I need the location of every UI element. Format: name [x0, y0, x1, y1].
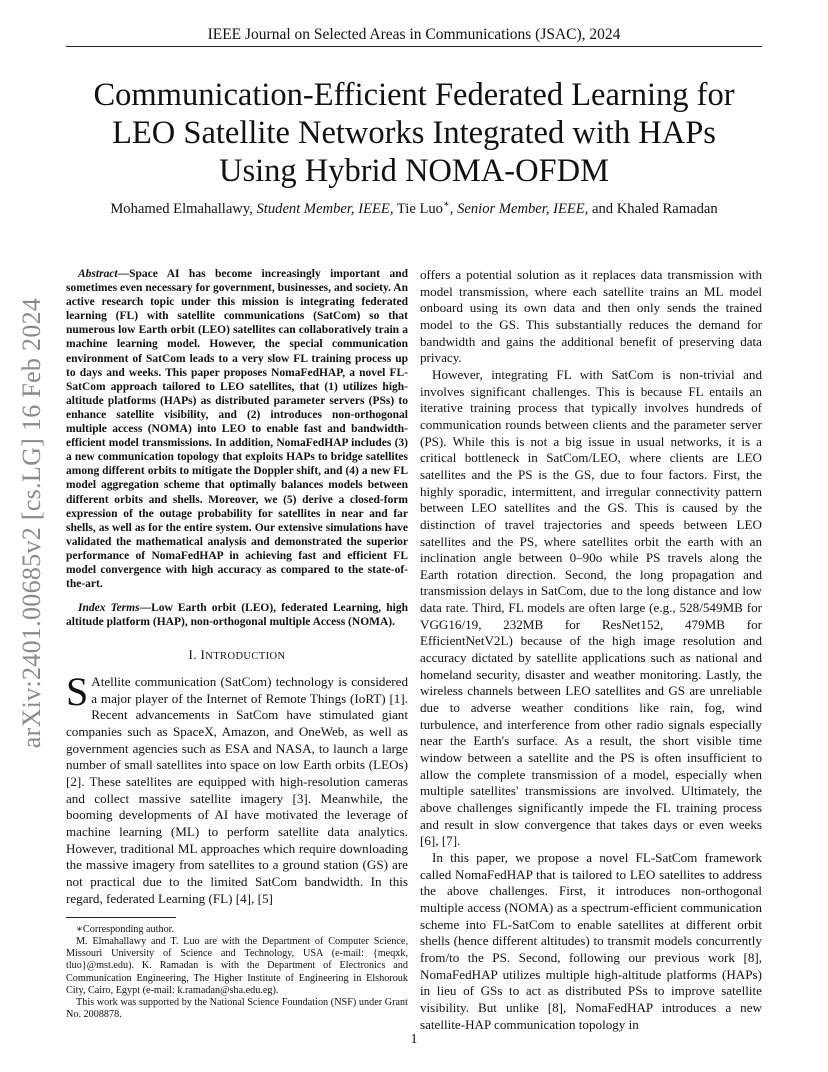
author-2-sep: ,: [449, 200, 458, 217]
footnote-affiliations: M. Elmahallawy and T. Luo are with the Department of Computer Science, Missouri University of Science and Technology, USA (e-mail: {meqxk, tluo}@mst.edu). K. Ramadan is with the Department of Electronics and Communication Engineering, The Higher Institute of Engineering in Elshorouk City, Cairo, Egypt (e-mail: k.ramadan@sha.edu.eg).: [66, 936, 408, 996]
header-rule: [66, 46, 762, 47]
footnote-funding: This work was supported by the National Science Foundation (NSF) under Grant No. 2008878.: [66, 996, 408, 1020]
footnotes: [66, 924, 408, 1021]
abstract-lead: Abstract: [78, 268, 118, 280]
author-2: Tie Luo: [393, 200, 443, 217]
abstract: [66, 267, 408, 591]
intro-paragraph: [66, 669, 408, 907]
footnote-corresponding: ∗Corresponding author.: [76, 924, 175, 936]
intro-text: Atellite communication (SatCom) technology is considered a major player of the Internet of Remote Things (IoRT) [1]. Recent advancements in SatCom have stimulated giant companies such as SpaceX, Amazon, and OneWeb, as well as government agencies such as ESA and NASA, to launch a large number of small satellites into space on low Earth orbits (LEOs) [2]. These satellites are equipped with high-resolution cameras and collect massive satellite imagery [3]. Meanwhile, the booming developments of AI have motivated the leverage of machine learning (ML) to perform satellite data analytics. However, traditional ML approaches which require downloading the massive imagery from satellites to a ground station (GS) are not practical due to the limited SatCom bandwidth. In this regard, federated Learning (FL) [4], [5]: [66, 674, 408, 906]
index-terms-lead: Index Terms: [78, 602, 140, 615]
index-terms-text: —Low Earth orbit (LEO), federated Learning, high altitude platform (HAP), non-orthogonal multiple Access (NOMA).: [66, 602, 408, 629]
author-1-role: Student Member, IEEE,: [256, 200, 394, 217]
right-paragraph-2: However, integrating FL with SatCom is non-trivial and involves significant challenges. This is because FL entails an iterative training process that typically involves hundreds of communication rounds between clients and the parameter server (PS). While this is not a big issue in usual networks, it is a critical bottleneck in SatCom/LEO, where clients are LEO satellites and the PS is the GS, due to four factors. First, the highly sporadic, intermittent, and irregular connectivity pattern between LEO satellites and the GS. This is caused by the distinction of travel trajectories and speeds between LEO satellites and the PS, where satellites orbit the earth with an inclination angle between 0–90o while PS travels along the Earth rotation direction. Second, the long propagation and transmission delays in SatCom, due to the long distance and low data rate. Third, FL models are often large (e.g., 528/549MB for VGG16/19, 232MB for ResNet152, 479MB for EfficientNetV2L) because of the high image resolution and accuracy dictated by satellite applications such as national and homeland security, disaster and weather monitoring. Lastly, the wireless channels between LEO satellites and GS are unreliable due to adverse weather conditions like rain, fog, wind turbulence, and interference from other radio signals especially near the Earth's surface. As a result, the short visible time window between a satellite and the PS is often insufficient to allow the complete transmission of a model, especially when multiple satellites' transmissions are involved. Ultimately, the above challenges significantly impede the FL training process and result in slow convergence that takes days or even weeks [6], [7].: [420, 366, 762, 849]
right-paragraph-3: In this paper, we propose a novel FL-SatCom framework called NomaFedHAP that is tailored to LEO satellites to address the above challenges. First, it introduces non-orthogonal multiple access (NOMA) as a spectrum-efficient communication scheme into FL-SatCom to enable satellites at different orbit shells (hence different altitudes) to transmit models concurrently from/to the PS. Second, following our previous work [8], NomaFedHAP utilizes multiple high-altitude platforms (HAPs) in lieu of GSs to act as distributed PSs to improve satellite visibility. But unlike [8], NomaFedHAP introduces a new satellite-HAP communication topology in: [420, 849, 762, 1032]
title-line-1: Communication-Efficient Federated Learning for: [93, 77, 735, 113]
footnote-rule: [66, 917, 176, 918]
paper-title: [40, 76, 788, 190]
right-column: [420, 267, 762, 1033]
drop-cap: S: [66, 669, 89, 714]
arxiv-sidebar: [12, 288, 52, 758]
author-line: [40, 199, 788, 218]
right-paragraph-1: offers a potential solution as it replaces data transmission with model transmission, where each satellite trains an ML model onboard using its own data and then only sends the trained model to the GS. This substantially reduces the demand for bandwidth and gains the additional benefit of preserving data privacy.: [420, 267, 762, 366]
author-1: Mohamed Elmahallawy,: [110, 200, 257, 217]
page-number: 1: [410, 1032, 418, 1047]
abstract-text: —Space AI has become increasingly important and sometimes even necessary for government, businesses, and society. An active research topic under this mission is integrating federated learning (FL) with satellite communications (SatCom) so that numerous low Earth orbit (LEO) satellites can collaboratively train a machine learning model. However, the special communication environment of SatCom leads to a very slow FL training process up to days and weeks. This paper proposes NomaFedHAP, a novel FL-SatCom approach tailored to LEO satellites, that (1) utilizes high-altitude platforms (HAPs) as distributed parameter servers (PSs) to enhance satellite visibility, and (2) introduces non-orthogonal multiple access (NOMA) into LEO to enable fast and bandwidth-efficient model transmissions. In addition, NomaFedHAP includes (3) a new communication topology that exploits HAPs to bridge satellites among different orbits to mitigate the Doppler shift, and (4) a new FL model aggregation scheme that optimally balances models between different orbits and shells. Moreover, we (5) derive a closed-form expression of the outage probability for satellites in near and far shells, as well as for the entire system. Our extensive simulations have validated the mathematical analysis and demonstrated the superior performance of NomaFedHAP in achieving fast and efficient FL model convergence with high accuracy as compared to the state-of-the-art.: [66, 268, 408, 591]
section-heading-introduction: I. INTRODUCTION: [188, 647, 286, 663]
index-terms: [66, 601, 408, 629]
left-column: [66, 267, 408, 1021]
running-header: IEEE Journal on Selected Areas in Communications (JSAC), 2024: [207, 26, 621, 43]
author-3: , and Khaled Ramadan: [584, 200, 718, 217]
title-line-2: LEO Satellite Networks Integrated with HAPs: [112, 115, 716, 151]
corresponding-mark: ∗: [442, 199, 450, 210]
title-line-3: Using Hybrid NOMA-OFDM: [218, 153, 610, 189]
author-2-role: Senior Member, IEEE: [457, 200, 585, 217]
arxiv-stamp: arXiv:2401.00685v2 [cs.LG] 16 Feb 2024: [17, 297, 46, 749]
